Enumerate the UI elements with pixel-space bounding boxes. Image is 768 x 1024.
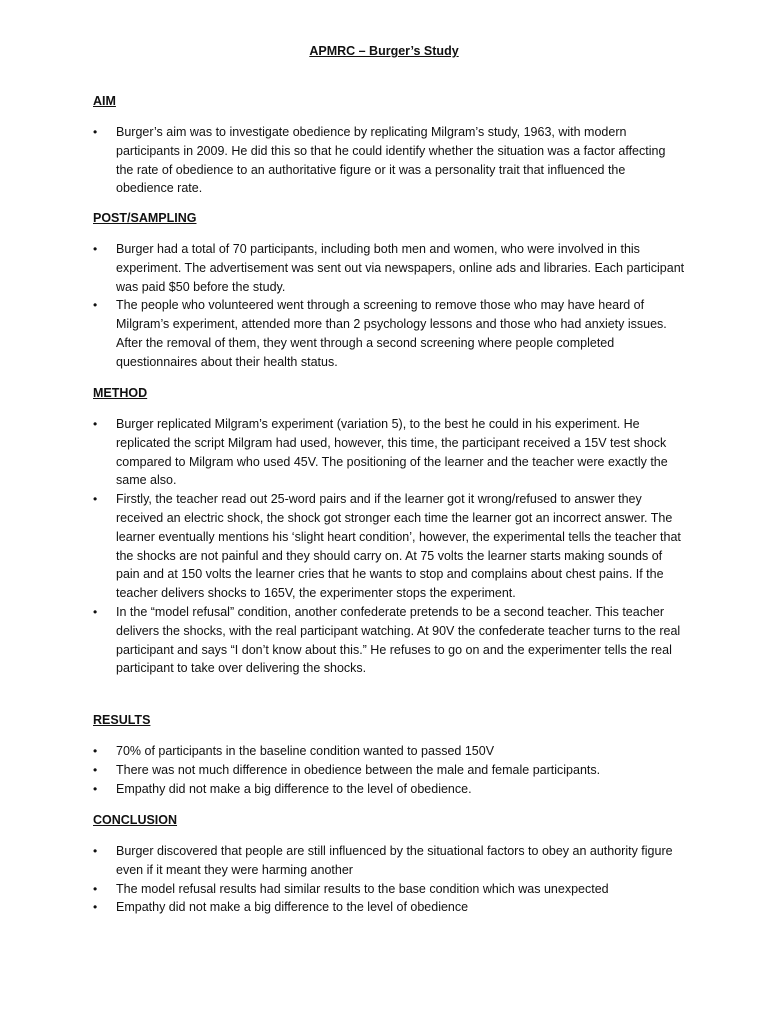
bullet-item xyxy=(93,603,685,678)
section-post-sampling xyxy=(93,210,685,372)
section-heading: METHOD xyxy=(93,386,148,400)
bullet-list xyxy=(93,842,685,917)
bullet-icon: • xyxy=(93,492,98,507)
bullet-item xyxy=(93,880,685,899)
section-conclusion xyxy=(93,812,685,917)
bullet-text: The people who volunteered went through a screening to remove those who may have heard of Milgram’s experiment, attended more than 2 psychology lessons and those who had anxiety issues. After the removal of them, they went through a second screening where people completed questionnaires about their health status. xyxy=(116,298,667,369)
bullet-item xyxy=(93,123,685,198)
bullet-icon: • xyxy=(93,881,98,896)
bullet-text: Burger discovered that people are still influenced by the situational factors to obey an authority figure even if it meant they were harming another xyxy=(116,844,673,877)
bullet-item xyxy=(93,761,685,780)
section-heading: POST/SAMPLING xyxy=(93,211,197,225)
bullet-list xyxy=(93,742,685,798)
bullet-text: Firstly, the teacher read out 25-word pairs and if the learner got it wrong/refused to answer they received an electric shock, the shock got stronger each time the learner got an incorrect answer. The learner eventually mentions his ‘slight heart condition’, however, the experimental tells the teacher that the shocks are not painful and they should carry on. At 75 volts the learner starts making sounds of pain and at 150 volts the learner cries that he wants to stop and complains about chest pains. If the teacher delivers shocks to 165V, the experimenter stops the experiment. xyxy=(116,492,681,601)
section-results xyxy=(93,712,685,798)
bullet-list xyxy=(93,415,685,678)
bullet-icon: • xyxy=(93,242,98,256)
bullet-item xyxy=(93,415,685,490)
bullet-list xyxy=(93,123,685,198)
document-title: APMRC – Burger’s Study xyxy=(309,44,459,58)
bullet-text: Burger’s aim was to investigate obedience by replicating Milgram’s study, 1963, with modern participants in 2009. He did this so that he could identify whether the situation was a factor affecting the rate of obedience to an authoritative figure or it was a personality trait that influenced the obedience rate. xyxy=(116,125,666,196)
section-heading: RESULTS xyxy=(93,713,151,727)
bullet-text: Burger had a total of 70 participants, including both men and women, who were involved in this experiment. The advertisement was sent out via newspapers, online ads and libraries. Each participant was paid $50 before the study. xyxy=(116,242,685,294)
bullet-item xyxy=(93,296,685,371)
bullet-item xyxy=(93,742,685,761)
bullet-item xyxy=(93,240,685,296)
bullet-item xyxy=(93,842,685,880)
bullet-icon: • xyxy=(93,125,98,139)
bullet-text: Burger replicated Milgram’s experiment (variation 5), to the best he could in his experiment. He replicated the script Milgram had used, however, this time, the participant received a 15V test shock compared to Milgram who used 45V. The positioning of the learner and the teacher were exactly the same also. xyxy=(116,417,668,488)
section-heading: AIM xyxy=(93,94,116,108)
bullet-text: The model refusal results had similar results to the base condition which was unexpected xyxy=(116,881,609,896)
bullet-icon: • xyxy=(93,417,98,431)
bullet-item xyxy=(93,898,685,917)
bullet-list xyxy=(93,240,685,372)
bullet-icon: • xyxy=(93,781,98,796)
bullet-item xyxy=(93,490,685,603)
bullet-icon: • xyxy=(93,744,98,758)
bullet-text: There was not much difference in obedience between the male and female participants. xyxy=(116,762,601,777)
section-method xyxy=(93,385,685,678)
bullet-icon: • xyxy=(93,844,98,858)
bullet-text: Empathy did not make a big difference to the level of obedience. xyxy=(116,781,472,796)
bullet-text: Empathy did not make a big difference to the level of obedience xyxy=(116,900,469,915)
section-heading: CONCLUSION xyxy=(93,813,178,827)
bullet-text: 70% of participants in the baseline condition wanted to passed 150V xyxy=(116,744,495,758)
bullet-icon: • xyxy=(93,604,98,619)
bullet-text: In the “model refusal” condition, another confederate pretends to be a second teacher. This teacher delivers the shocks, with the real participant watching. At 90V the confederate teacher turns to the real participant and says “I don’t know about this.” He refuses to go on and the experimenter tells the real participant to take over delivering the shocks. xyxy=(116,604,681,676)
bullet-icon: • xyxy=(93,298,98,313)
section-aim xyxy=(93,93,685,198)
bullet-icon: • xyxy=(93,762,98,777)
bullet-icon: • xyxy=(93,900,98,915)
bullet-item xyxy=(93,780,685,799)
